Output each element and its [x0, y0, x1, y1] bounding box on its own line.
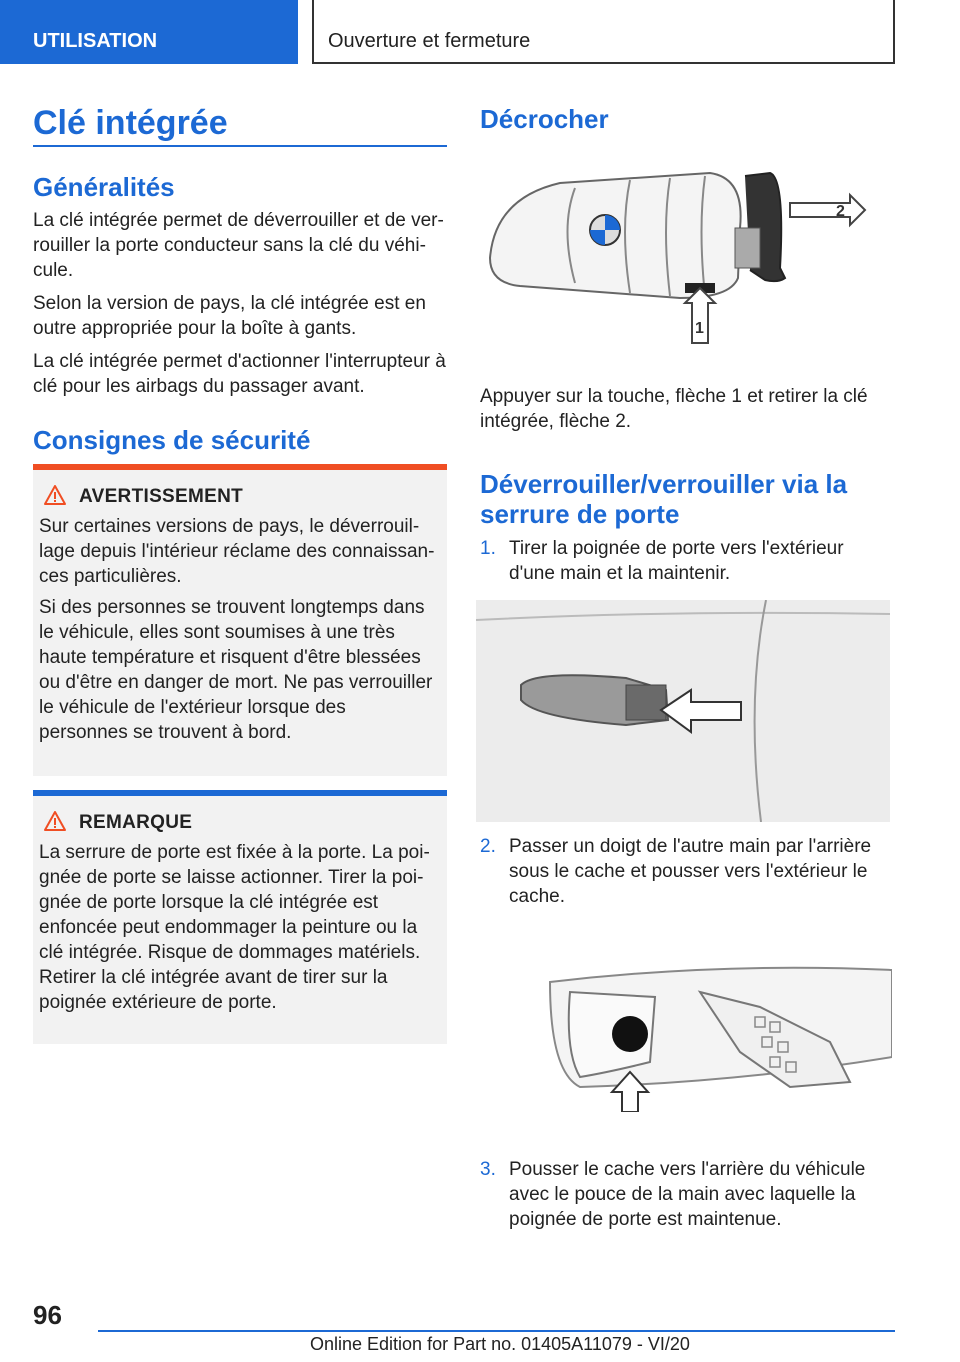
footer-rule [98, 1330, 895, 1332]
page-number: 96 [33, 1300, 62, 1330]
warning-title [79, 486, 437, 508]
lock-heading-line-2: serrure de porte [480, 499, 680, 529]
chapter-tab[interactable] [312, 0, 895, 64]
chapter-label: Ouverture et fermeture [328, 30, 531, 52]
lock-heading [480, 469, 892, 529]
step-1-number: 1. [480, 538, 496, 559]
step-2 [480, 834, 892, 909]
lock-heading-line-1: Déverrouiller/verrouiller via la [480, 469, 848, 499]
warning-para-2: Si des personnes se trouvent longtemps dans le véhicule, elles sont soumises à une très haute température et risquent d'être blessées ou d'être en danger de mort. Ne pas verrouiller le véhicule de l'extérieur lorsque des personnes se trouvent à bord. [39, 597, 433, 743]
title-rule [33, 145, 447, 147]
key-illustration [480, 158, 892, 358]
warning-title-text: AVERTISSEMENT [79, 486, 244, 507]
note-box [33, 790, 447, 1044]
key-figure [480, 158, 892, 358]
safety-heading: Consignes de sécurité [33, 425, 311, 455]
section-label: UTILISATION [33, 30, 158, 52]
edition-note: Online Edition for Part no. 01405A11079 - VI/20 [310, 1334, 690, 1354]
caution-triangle-icon [43, 810, 67, 832]
detach-text: Appuyer sur la touche, flèche 1 et retirer la clé intégrée, flèche 2. [480, 386, 868, 432]
note-title [79, 812, 437, 834]
lock-cover-illustration [540, 962, 892, 1112]
general-para-3: La clé intégrée permet d'actionner l'interrupteur à clé pour les airbags du passager avant. [33, 351, 446, 397]
warning-para-1: Sur certaines versions de pays, le déverrouillage depuis l'intérieur réclame des connaissances particulières. [39, 516, 435, 587]
warning-box [33, 464, 447, 776]
note-title-text: REMARQUE [79, 812, 193, 833]
general-para-2: Selon la version de pays, la clé intégrée est en outre appropriée pour la boîte à gants. [33, 293, 426, 339]
step-3-number: 3. [480, 1159, 496, 1180]
note-bar [33, 790, 447, 796]
door-handle-illustration [476, 600, 890, 822]
arrow-label-1: 1 [695, 320, 704, 337]
step-2-text: Passer un doigt de l'autre main par l'arrière sous le cache et pousser vers l'extérieur le cache. [509, 836, 872, 907]
page-title: Clé intégrée [33, 104, 228, 142]
detach-heading: Décrocher [480, 104, 609, 134]
lock-cover-figure [540, 962, 892, 1112]
step-3 [480, 1157, 892, 1232]
warning-bar [33, 464, 447, 470]
arrow-label-2: 2 [836, 203, 845, 220]
general-heading: Généralités [33, 172, 175, 202]
door-handle-figure [476, 600, 890, 822]
step-2-number: 2. [480, 836, 496, 857]
step-1-text: Tirer la poignée de porte vers l'extérieur d'une main et la maintenir. [509, 538, 844, 584]
general-para-1: La clé intégrée permet de déverrouiller et de verrouiller la porte conducteur sans la clé du véhicule. [33, 210, 444, 281]
step-3-text: Pousser le cache vers l'arrière du véhicule avec le pouce de la main avec laquelle la poignée de porte est maintenue. [509, 1159, 866, 1230]
step-1 [480, 536, 892, 586]
section-tab[interactable] [0, 0, 298, 64]
note-para-1: La serrure de porte est fixée à la porte. La poignée de porte se laisse actionner. Tirer la poignée de porte lorsque la clé intégrée est enfoncée peut endommager la peinture ou la clé intégrée. Risque de dommages matériels. Retirer la clé intégrée avant de tirer sur la poignée extérieure de porte. [39, 842, 430, 1013]
warning-triangle-icon [43, 484, 67, 506]
